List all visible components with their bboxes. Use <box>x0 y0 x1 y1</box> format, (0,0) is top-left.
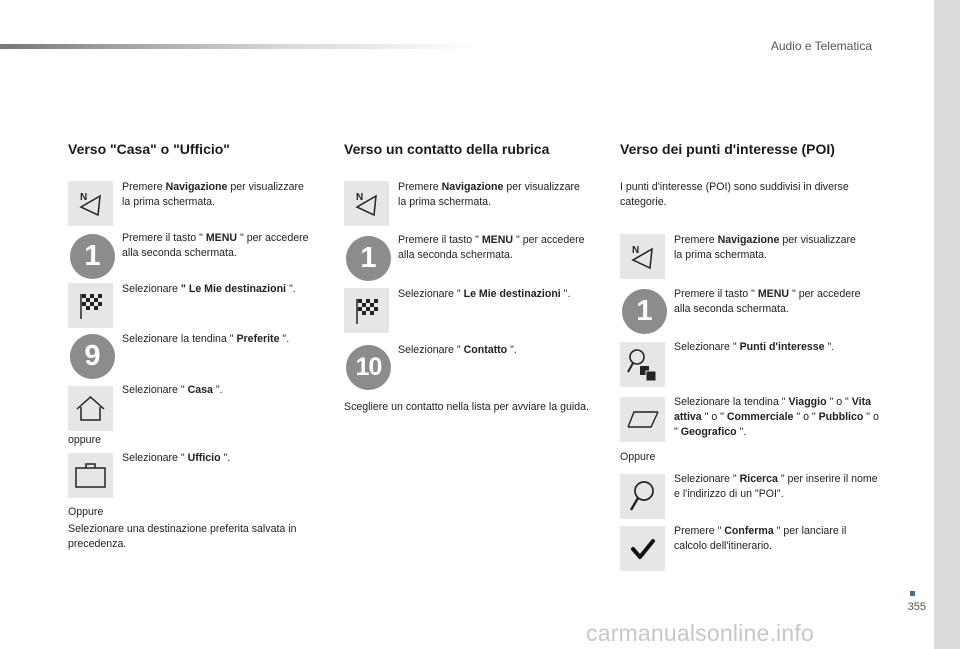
home-icon <box>68 386 113 431</box>
navigation-icon <box>344 181 389 226</box>
col2-last: Scegliere un contatto nella lista per avviare la guida. <box>344 401 589 413</box>
col1-step5: Selezionare " Casa ". <box>122 384 223 396</box>
col3-step1: Premere Navigazione per visualizzare la prima schermata. <box>674 234 856 261</box>
step-badge-1: 1 <box>346 236 391 281</box>
page-number: 355 <box>907 601 926 613</box>
step-badge-10: 10 <box>346 345 391 390</box>
col3-or1: Oppure <box>620 451 656 463</box>
step-badge-9: 9 <box>70 334 115 379</box>
step-badge-1: 1 <box>70 234 115 279</box>
checkered-flag-icon <box>68 283 113 328</box>
col1-step3: Selezionare " Le Mie destinazioni ". <box>122 283 296 295</box>
col2-step3: Selezionare " Le Mie destinazioni ". <box>398 288 571 300</box>
col2-title: Verso un contatto della rubrica <box>344 141 550 157</box>
step-badge-1: 1 <box>622 289 667 334</box>
col1-step2: Premere il tasto " MENU " per accedere alla seconda schermata. <box>122 232 309 259</box>
col2-step2: Premere il tasto " MENU " per accedere alla seconda schermata. <box>398 234 585 261</box>
svg-text:N: N <box>356 192 364 203</box>
col3-step2: Premere il tasto " MENU " per accedere alla seconda schermata. <box>674 288 861 315</box>
navigation-icon <box>620 234 665 279</box>
poi-search-icon <box>620 342 665 387</box>
col3-step3: Selezionare " Punti d'interesse ". <box>674 341 835 353</box>
search-icon <box>620 474 665 519</box>
col1-or1: oppure <box>68 434 101 446</box>
header-gradient-bar <box>0 44 480 49</box>
col1-or2: Oppure <box>68 506 104 518</box>
svg-text:N: N <box>632 245 640 256</box>
col3-step6: Premere " Conferma " per lanciare il calcolo dell'itinerario. <box>674 525 847 552</box>
page-marker <box>910 591 915 596</box>
navigation-icon <box>68 181 113 226</box>
col3-step5: Selezionare " Ricerca " per inserire il nome e l'indirizzo di un "POI". <box>674 473 878 500</box>
col3-intro: I punti d'interesse (POI) sono suddivisi in diverse categorie. <box>620 181 849 208</box>
col2-step4: Selezionare " Contatto ". <box>398 344 517 356</box>
watermark: carmanualsonline.info <box>586 620 814 646</box>
col1-step4: Selezionare la tendina " Preferite ". <box>122 333 290 345</box>
svg-text:N: N <box>80 192 88 203</box>
col3-title: Verso dei punti d'interesse (POI) <box>620 141 835 157</box>
office-briefcase-icon <box>68 453 113 498</box>
section-title: Audio e Telematica <box>770 39 872 53</box>
category-dropdown-icon <box>620 397 665 442</box>
col3-step4: Selezionare la tendina " Viaggio " o " Vita attiva " o " Commerciale " o " Pubblico " o " Geografico ". <box>674 396 879 438</box>
col1-last: Selezionare una destinazione preferita salvata in precedenza. <box>68 523 297 550</box>
checkered-flag-icon <box>344 288 389 333</box>
page-side-strip <box>934 0 960 649</box>
checkmark-icon <box>620 526 665 571</box>
col2-step1: Premere Navigazione per visualizzare la prima schermata. <box>398 181 580 208</box>
col1-title: Verso "Casa" o "Ufficio" <box>68 141 230 157</box>
col1-step1: Premere Navigazione per visualizzare la prima schermata. <box>122 181 304 208</box>
col1-step6: Selezionare " Ufficio ". <box>122 452 231 464</box>
